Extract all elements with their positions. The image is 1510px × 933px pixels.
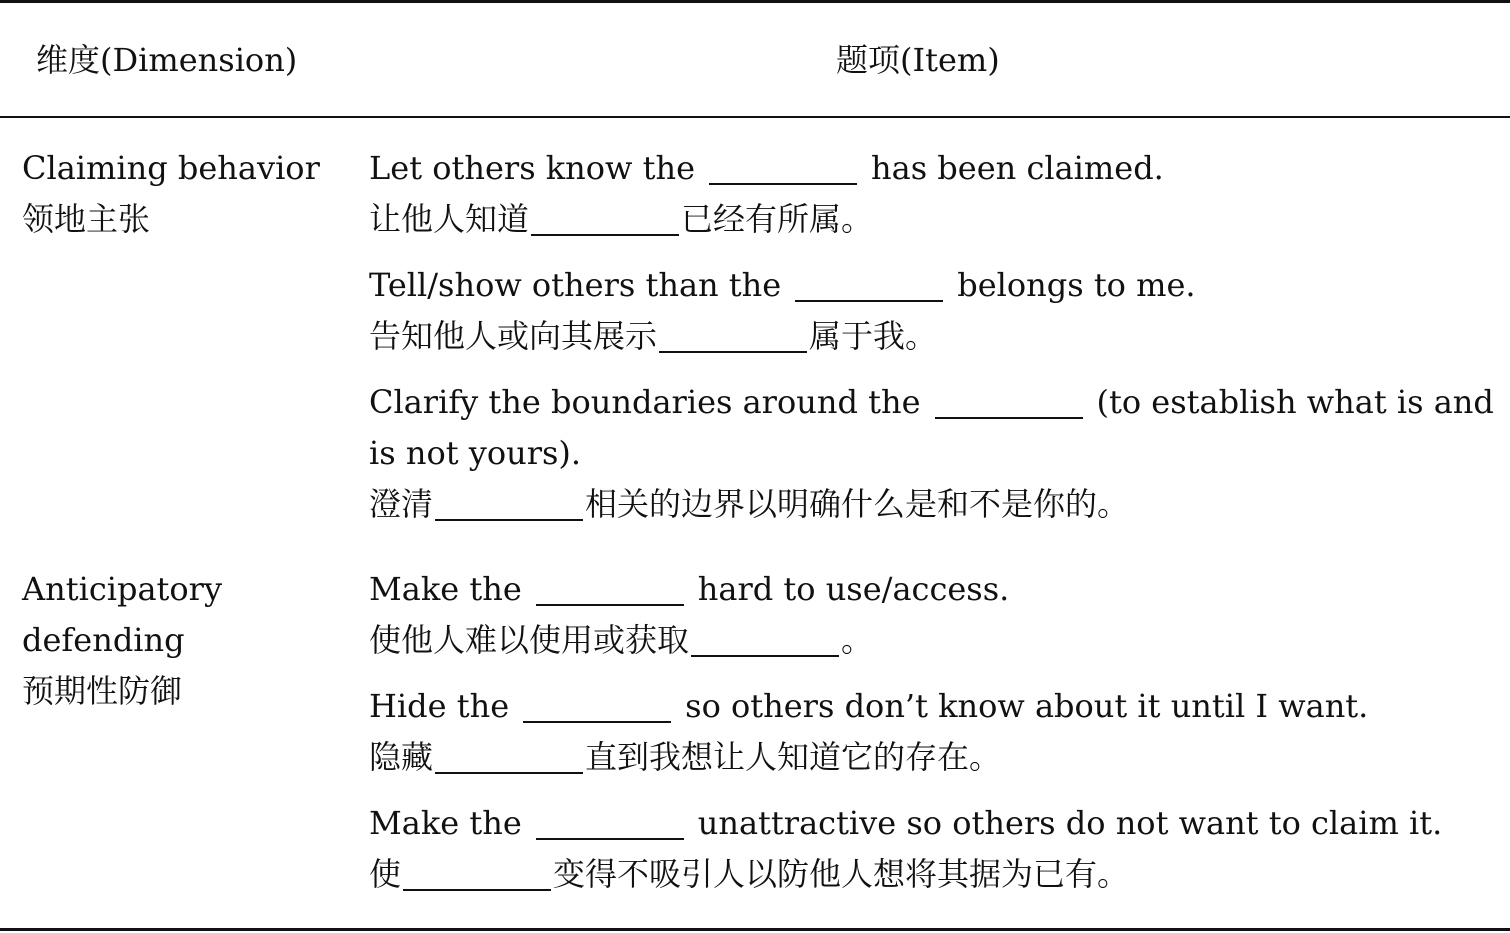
item-text-zh: 告知他人或向其展示 属于我。 [369,311,1494,362]
table-top-rule [0,0,1510,3]
item-text-zh: 使他人难以使用或获取 。 [369,615,1494,666]
dimension-label-en: Anticipatory [22,570,223,608]
blank-line [691,615,839,657]
table-header-rule [0,116,1510,118]
item-claiming-1 [369,143,1494,245]
blank-line [536,564,684,606]
item-text-en: Let others know the has been claimed. [369,143,1494,194]
item-text-en: Make the hard to use/access. [369,564,1494,615]
dimension-cell-anticipatory [22,564,352,717]
item-text-en: Clarify the boundaries around the (to establish what is and [369,377,1494,428]
blank-line [523,681,671,723]
item-claiming-2 [369,260,1494,362]
column-header-dimension: 维度(Dimension) [36,41,298,79]
item-text-en: Tell/show others than the belongs to me. [369,260,1494,311]
item-anticipatory-3 [369,798,1494,900]
item-text-en: Make the unattractive so others do not want to claim it. [369,798,1494,849]
blank-line [403,849,551,891]
item-text-en-continued: is not yours). [369,434,582,472]
item-text-zh: 澄清 相关的边界以明确什么是和不是你的。 [369,479,1494,530]
dimension-label-zh: 领地主张 [22,200,151,238]
blank-line [536,798,684,840]
table-bottom-rule [0,928,1510,931]
item-text-zh: 隐藏 直到我想让人知道它的存在。 [369,732,1494,783]
item-text-en: Hide the so others don’t know about it until I want. [369,681,1494,732]
blank-line [795,260,943,302]
blank-line [531,194,679,236]
dimension-cell-claiming [22,143,352,245]
blank-line [435,479,583,521]
item-anticipatory-2 [369,681,1494,783]
dimension-label-en: Claiming behavior [22,149,320,187]
item-text-zh: 让他人知道 已经有所属。 [369,194,1494,245]
column-header-item: 题项(Item) [836,41,1000,79]
dimension-label-en: defending [22,621,185,659]
blank-line [709,143,857,185]
item-anticipatory-1 [369,564,1494,666]
blank-line [435,732,583,774]
blank-line [659,311,807,353]
item-text-zh: 使 变得不吸引人以防他人想将其据为已有。 [369,849,1494,900]
item-claiming-3 [369,377,1494,530]
dimension-label-zh: 预期性防御 [22,672,183,710]
blank-line [935,377,1083,419]
